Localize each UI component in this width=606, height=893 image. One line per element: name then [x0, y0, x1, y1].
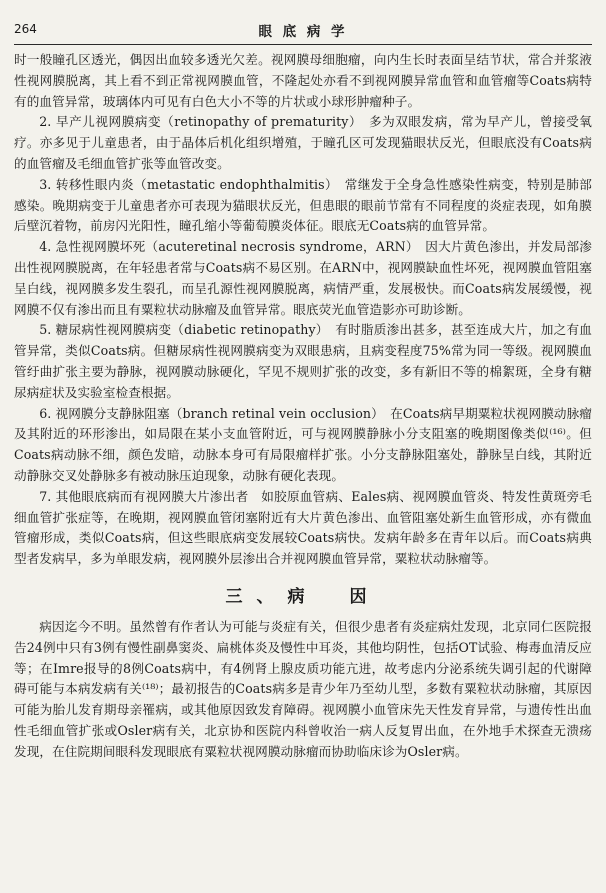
paragraph-other-fundus-diseases: 7. 其他眼底病而有视网膜大片渗出者 如胶原血管病、Eales病、视网膜血管炎、特发性黄斑旁毛细血管扩张症等，在晚期，视网膜血管闭塞附近有大片黄色渗出、血管阻塞处新生血管形成，亦有微血管瘤形成，类似Coats病，但这些眼底病变发展较Coats病快。发病年龄多在青年以后。而Coats病典型者发病早，多为单眼发病，视网膜外层渗出合并视网膜血管异常，粟粒状动脉瘤等。: [14, 488, 592, 567]
page-body: [14, 50, 592, 763]
paragraph-branch-vein-occlusion: 6. 视网膜分支静脉阻塞（branch retinal vein occlusion） 在Coats病早期粟粒状视网膜动脉瘤及其附近的环形渗出，如局限在某小支血管附近，可与视网膜静脉小分支阻塞的晚期图像类似⁽¹⁶⁾。但Coats病动脉不细，颜色发暗，动脉本身可有局限瘤样扩张。小分支静脉阻塞处，静脉呈白线，其附近动静脉交叉处静脉多有被动脉压迫现象，动脉有硬化表现。: [14, 405, 593, 483]
page-header: [14, 20, 592, 45]
paragraph-acute-retinal-necrosis: 4. 急性视网膜坏死（acuteretinal necrosis syndrome，ARN） 因大片黄色渗出，并发局部渗出性视网膜脱离，在年轻患者常与Coats病不易区别。在ARN中，视网膜缺血性坏死，视网膜血管阻塞呈白线，视网膜多发生裂孔，而呈孔源性视网膜脱离，病情严重，发展极快。而Coats病发展缓慢，视网膜不仅有渗出而且有粟粒状动脉瘤及血管异常。眼底荧光血管造影亦可助诊断。: [14, 239, 592, 317]
paragraph-diabetic-retinopathy: 5. 糖尿病性视网膜病变（diabetic retinopathy） 有时脂质渗出甚多，甚至连成大片，加之有血管异常，类似Coats病。但糖尿病性视网膜病变为双眼患病，且病变程度75%常为同一等级。视网膜血管纡曲扩张主要为静脉，视网膜动脉硬化，罕见不规则扩张的改变，多有新旧不等的棉絮斑，全身有糖尿病症状及实验室检查根据。: [14, 322, 592, 400]
paragraph-retinopathy-of-prematurity: 2. 早产儿视网膜病变（retinopathy of prematurity） 多为双眼发病，常为早产儿，曾接受氧疗。亦多见于儿童患者，由于晶体后机化组织增殖，于瞳孔区可发现猫眼状反光，但眼底没有Coats病的血管瘤及毛细血管扩张等血管改变。: [14, 114, 592, 171]
running-title: 眼 底 病 学: [258, 24, 348, 40]
paragraph-metastatic-endophthalmitis: 3. 转移性眼内炎（metastatic endophthalmitis） 常继发于全身急性感染性病变，特别是肺部感染。晚期病变于儿童患者亦可表现为猫眼状反光，但患眼的眼前节常有不同程度的炎症表现，如角膜后壁沉着物，前房闪光阳性，瞳孔缩小等葡萄膜炎体征。眼底无Coats病的血管异常。: [14, 176, 592, 234]
paragraph-continued: 时一般瞳孔区透光，偶因出血较多透光欠差。视网膜母细胞瘤，向内生长时表面呈结节状，常合并浆液性视网膜脱离，其上看不到正常视网膜血管，不隆起处亦看不到视网膜异常血管和血管瘤等Coats病特有的血管异常，玻璃体内可见有白色大小不等的片状或小球形肿瘤种子。: [14, 52, 592, 109]
section-heading-etiology: 三、病 因: [225, 586, 381, 607]
page-number: 264: [14, 22, 37, 36]
paragraph-etiology: 病因迄今不明。虽然曾有作者认为可能与炎症有关，但很少患者有炎症病灶发现，北京同仁医院报告24例中只有3例有慢性副鼻窦炎、扁桃体炎及慢性中耳炎，其他均阴性，包括OT试验、梅毒血清反应等；在Imre报导的8例Coats病中，有4例肾上腺皮质功能亢进，故考虑内分泌系统失调引起的代谢障碍可能与本病发病有关⁽¹⁸⁾；最初报告的Coats病多是青少年乃至幼儿型，多数有粟粒状动脉瘤，其原因可能为胎儿发育期母亲罹病，或其他原因致发育障碍。视网膜小血管床先天性发育异常，与遗传性出血性毛细血管扩张或Osler病有关，北京协和医院内科曾收治一病人反复胃出血，在外地手术探查无溃疡发现，在住院期间眼科发现眼底有粟粒状视网膜动脉瘤而协助临床诊为Osler病。: [14, 618, 592, 759]
